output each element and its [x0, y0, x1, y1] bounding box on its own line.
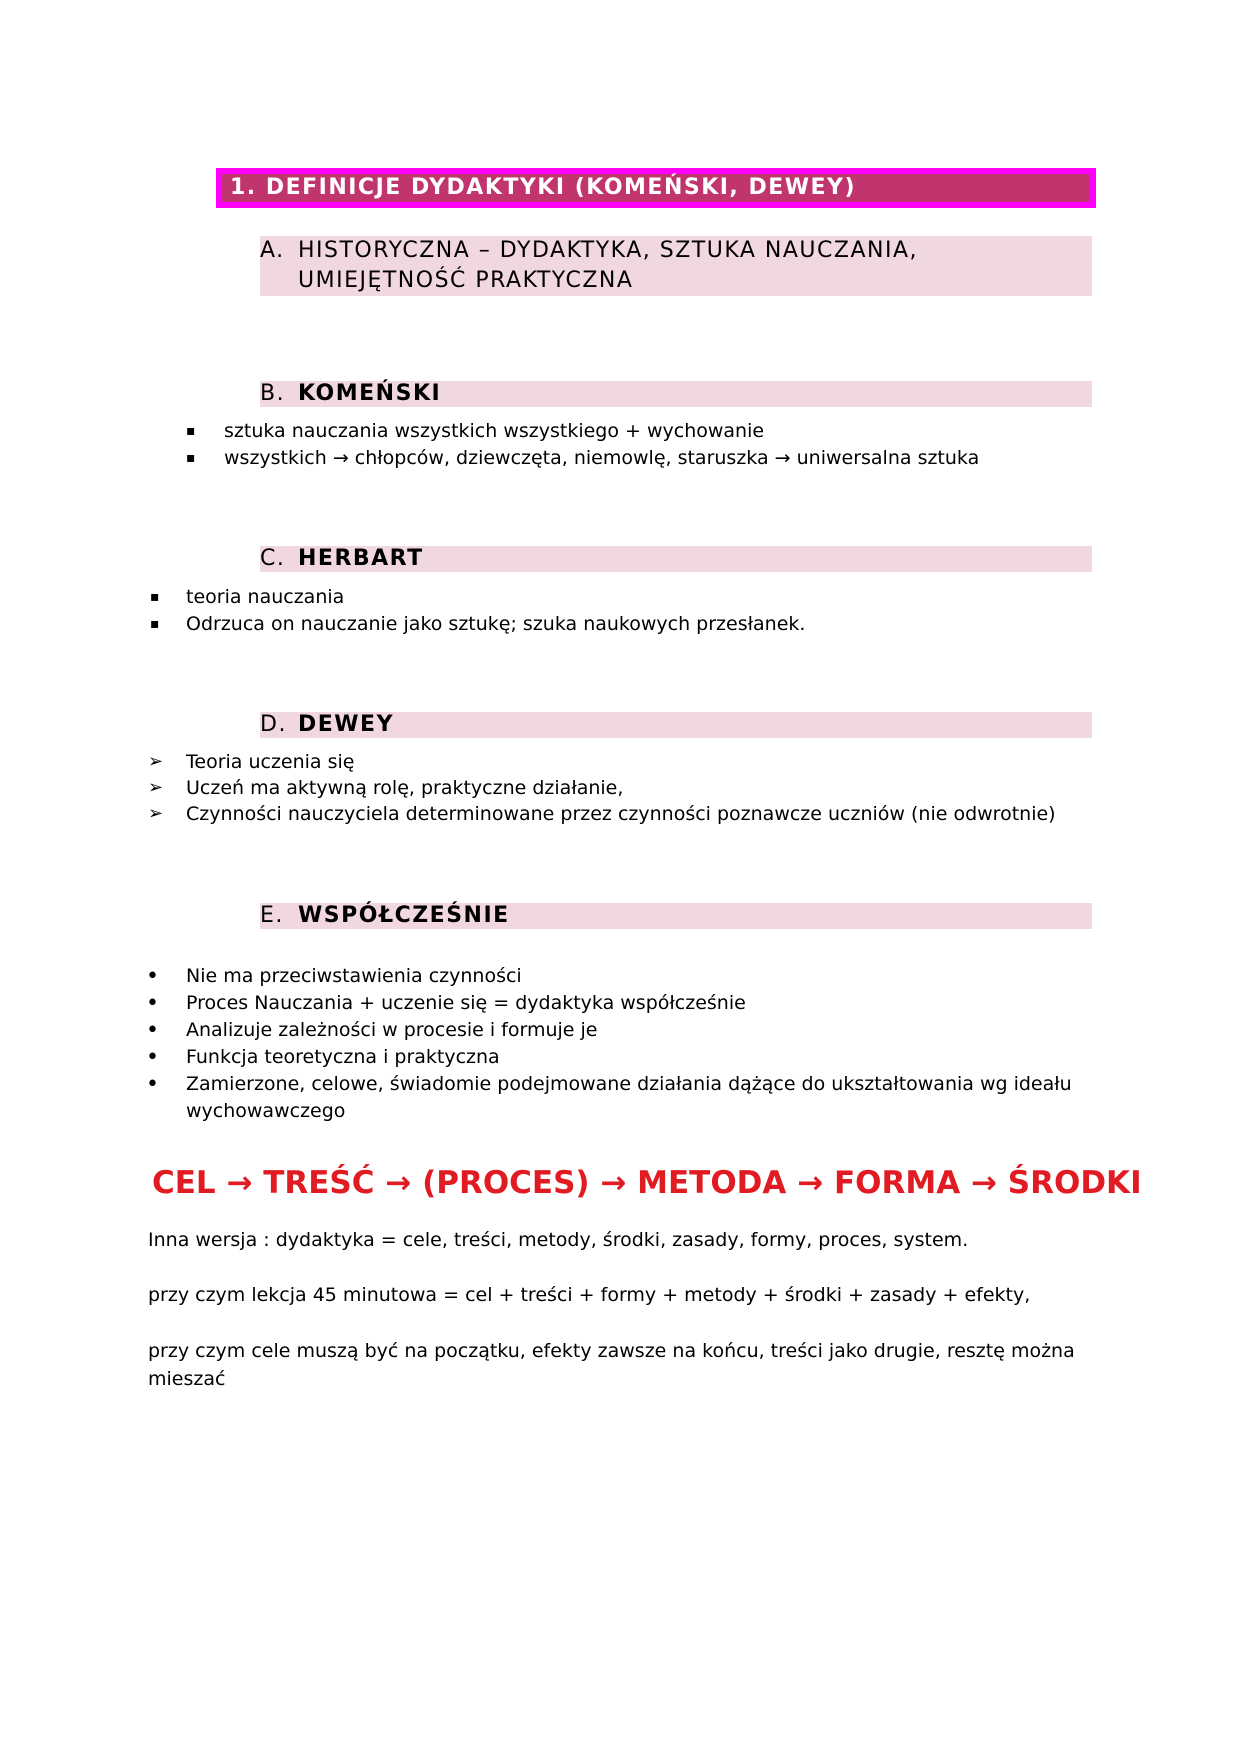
dot-bullet-icon: • [146, 1045, 159, 1070]
square-bullet-icon: ▪ [186, 423, 196, 439]
dot-bullet-icon: • [146, 1072, 159, 1097]
list-item: ▪ wszystkich → chłopców, dziewczęta, niemowlę, staruszka → uniwersalna sztuka [186, 445, 979, 472]
square-bullet-icon: ▪ [150, 616, 160, 632]
list-item: ➢ Czynności nauczyciela determinowane przez czynności poznawcze uczniów (nie odwrotnie) [148, 803, 1056, 825]
section-letter: E. [260, 903, 284, 928]
section-a-heading [260, 236, 1092, 296]
list-item: • Proces Nauczania + uczenie się = dydaktyka współcześnie [146, 991, 746, 1016]
section-a-title-line1: HISTORYCZNA – DYDAKTYKA, SZTUKA NAUCZANIA, [298, 238, 918, 263]
section-e-heading [260, 903, 1092, 929]
square-bullet-icon: ▪ [150, 589, 160, 605]
arrow-bullet-icon: ➢ [148, 777, 164, 798]
list-item: • Nie ma przeciwstawienia czynności [146, 964, 522, 989]
process-flow-heading: CEL → TREŚĆ → (PROCES) → METODA → FORMA → ŚRODKI [152, 1165, 1142, 1201]
section-a-title-line2: UMIEJĘTNOŚĆ PRAKTYCZNA [298, 268, 634, 293]
section-d-title: DEWEY [298, 712, 395, 737]
section-letter: A. [260, 238, 285, 263]
dot-bullet-icon: • [146, 991, 159, 1016]
dot-bullet-icon: • [146, 964, 159, 989]
section-c-heading [260, 546, 1092, 572]
list-item: • Zamierzone, celowe, świadomie podejmowane działania dążące do ukształtowania wg ideału wychowawczego [146, 1072, 1072, 1122]
section-c-list [150, 584, 805, 638]
paragraph-lesson-components: przy czym lekcja 45 minutowa = cel + treści + formy + metody + środki + zasady + efekty, [148, 1284, 1031, 1306]
main-heading: 1. DEFINICJE DYDAKTYKI (KOMEŃSKI, DEWEY) [216, 168, 1096, 208]
section-e-title: WSPÓŁCZEŚNIE [298, 903, 510, 928]
list-item: ▪ teoria nauczania [150, 584, 805, 611]
arrow-bullet-icon: ➢ [148, 803, 164, 824]
list-item: ➢ Teoria uczenia się [148, 751, 355, 773]
section-e-list [146, 963, 1086, 1125]
section-b-title: KOMEŃSKI [298, 381, 442, 406]
section-letter: B. [260, 381, 286, 406]
section-d-list [148, 749, 1068, 827]
paragraph-other-version: Inna wersja : dydaktyka = cele, treści, metody, środki, zasady, formy, proces, system. [148, 1229, 969, 1251]
list-item: • Analizuje zależności w procesie i formuje je [146, 1018, 598, 1043]
square-bullet-icon: ▪ [186, 450, 196, 466]
section-b-list [186, 418, 979, 472]
paragraph-order-rules: przy czym cele muszą być na początku, efekty zawsze na końcu, treści jako drugie, resztę można mieszać [148, 1340, 1075, 1390]
section-letter: D. [260, 712, 287, 737]
list-item: • Funkcja teoretyczna i praktyczna [146, 1045, 500, 1070]
list-item: ▪ sztuka nauczania wszystkich wszystkiego + wychowanie [186, 418, 979, 445]
section-c-title: HERBART [298, 546, 424, 571]
arrow-bullet-icon: ➢ [148, 751, 164, 772]
list-item: ▪ Odrzuca on nauczanie jako sztukę; szuka naukowych przesłanek. [150, 611, 805, 638]
section-letter: C. [260, 546, 286, 571]
section-b-heading [260, 381, 1092, 407]
dot-bullet-icon: • [146, 1018, 159, 1043]
section-d-heading [260, 712, 1092, 738]
list-item: ➢ Uczeń ma aktywną rolę, praktyczne działanie, [148, 777, 624, 799]
